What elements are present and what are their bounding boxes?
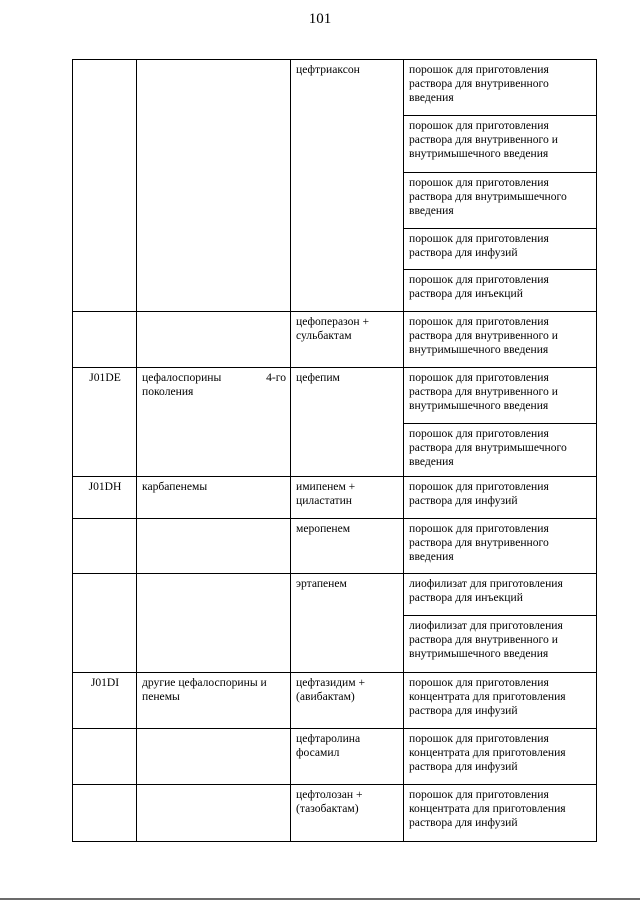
table-row [73, 574, 597, 616]
atc-code-cell [73, 519, 137, 574]
drug-name-cell: цефтаролина фосамил [291, 729, 404, 785]
drug-table [72, 59, 597, 842]
atc-code-cell [73, 312, 137, 368]
atc-code-cell: J01DE [73, 368, 137, 477]
group-cell [137, 312, 291, 368]
atc-code-cell: J01DI [73, 673, 137, 729]
dosage-form-cell: лиофилизат для приготовления раствора для инъекций [404, 574, 597, 616]
group-cell [137, 60, 291, 312]
drug-name-cell: эртапенем [291, 574, 404, 673]
drug-name-cell: меропенем [291, 519, 404, 574]
dosage-form-cell: порошок для приготовления раствора для внутривенного и внутримышечного введения [404, 368, 597, 424]
group-cell [137, 729, 291, 785]
dosage-form-cell: порошок для приготовления концентрата для приготовления раствора для инфузий [404, 785, 597, 842]
drug-name-cell: цефоперазон + сульбактам [291, 312, 404, 368]
atc-code-cell [73, 574, 137, 673]
dosage-form-cell: порошок для приготовления концентрата для приготовления раствора для инфузий [404, 729, 597, 785]
drug-name-cell: цефтриаксон [291, 60, 404, 312]
atc-code-cell [73, 60, 137, 312]
table-row [73, 60, 597, 116]
dosage-form-cell: порошок для приготовления раствора для внутримышечного введения [404, 424, 597, 477]
atc-code-cell: J01DH [73, 477, 137, 519]
dosage-form-cell: порошок для приготовления раствора для внутривенного введения [404, 60, 597, 116]
dosage-form-cell: порошок для приготовления концентрата для приготовления раствора для инфузий [404, 673, 597, 729]
atc-code-cell [73, 729, 137, 785]
table-row [73, 729, 597, 785]
table-row [73, 312, 597, 368]
page-number: 101 [308, 11, 332, 27]
group-cell [137, 519, 291, 574]
drug-name-cell: цефепим [291, 368, 404, 477]
drug-name-cell: цефтазидим + (авибактам) [291, 673, 404, 729]
group-cell [137, 574, 291, 673]
dosage-form-cell: порошок для приготовления раствора для внутривенного введения [404, 519, 597, 574]
dosage-form-cell: порошок для приготовления раствора для внутримышечного введения [404, 173, 597, 229]
drug-name-cell: имипенем + циластатин [291, 477, 404, 519]
group-cell: другие цефалоспорины и пенемы [137, 673, 291, 729]
group-cell [137, 785, 291, 842]
drug-name-cell: цефтолозан + (тазобактам) [291, 785, 404, 842]
table-row [73, 673, 597, 729]
dosage-form-cell: лиофилизат для приготовления раствора для внутривенного и внутримышечного введения [404, 616, 597, 673]
table-row [73, 785, 597, 842]
dosage-form-cell: порошок для приготовления раствора для инфузий [404, 477, 597, 519]
dosage-form-cell: порошок для приготовления раствора для внутривенного и внутримышечного введения [404, 312, 597, 368]
table-row [73, 519, 597, 574]
group-cell: карбапенемы [137, 477, 291, 519]
dosage-form-cell: порошок для приготовления раствора для внутривенного и внутримышечного введения [404, 116, 597, 173]
dosage-form-cell: порошок для приготовления раствора для инфузий [404, 229, 597, 270]
group-cell: цефалоспорины 4-го поколения [137, 368, 291, 477]
scan-edge-line [0, 898, 640, 900]
table-row [73, 477, 597, 519]
dosage-form-cell: порошок для приготовления раствора для инъекций [404, 270, 597, 312]
atc-code-cell [73, 785, 137, 842]
table-row [73, 368, 597, 424]
